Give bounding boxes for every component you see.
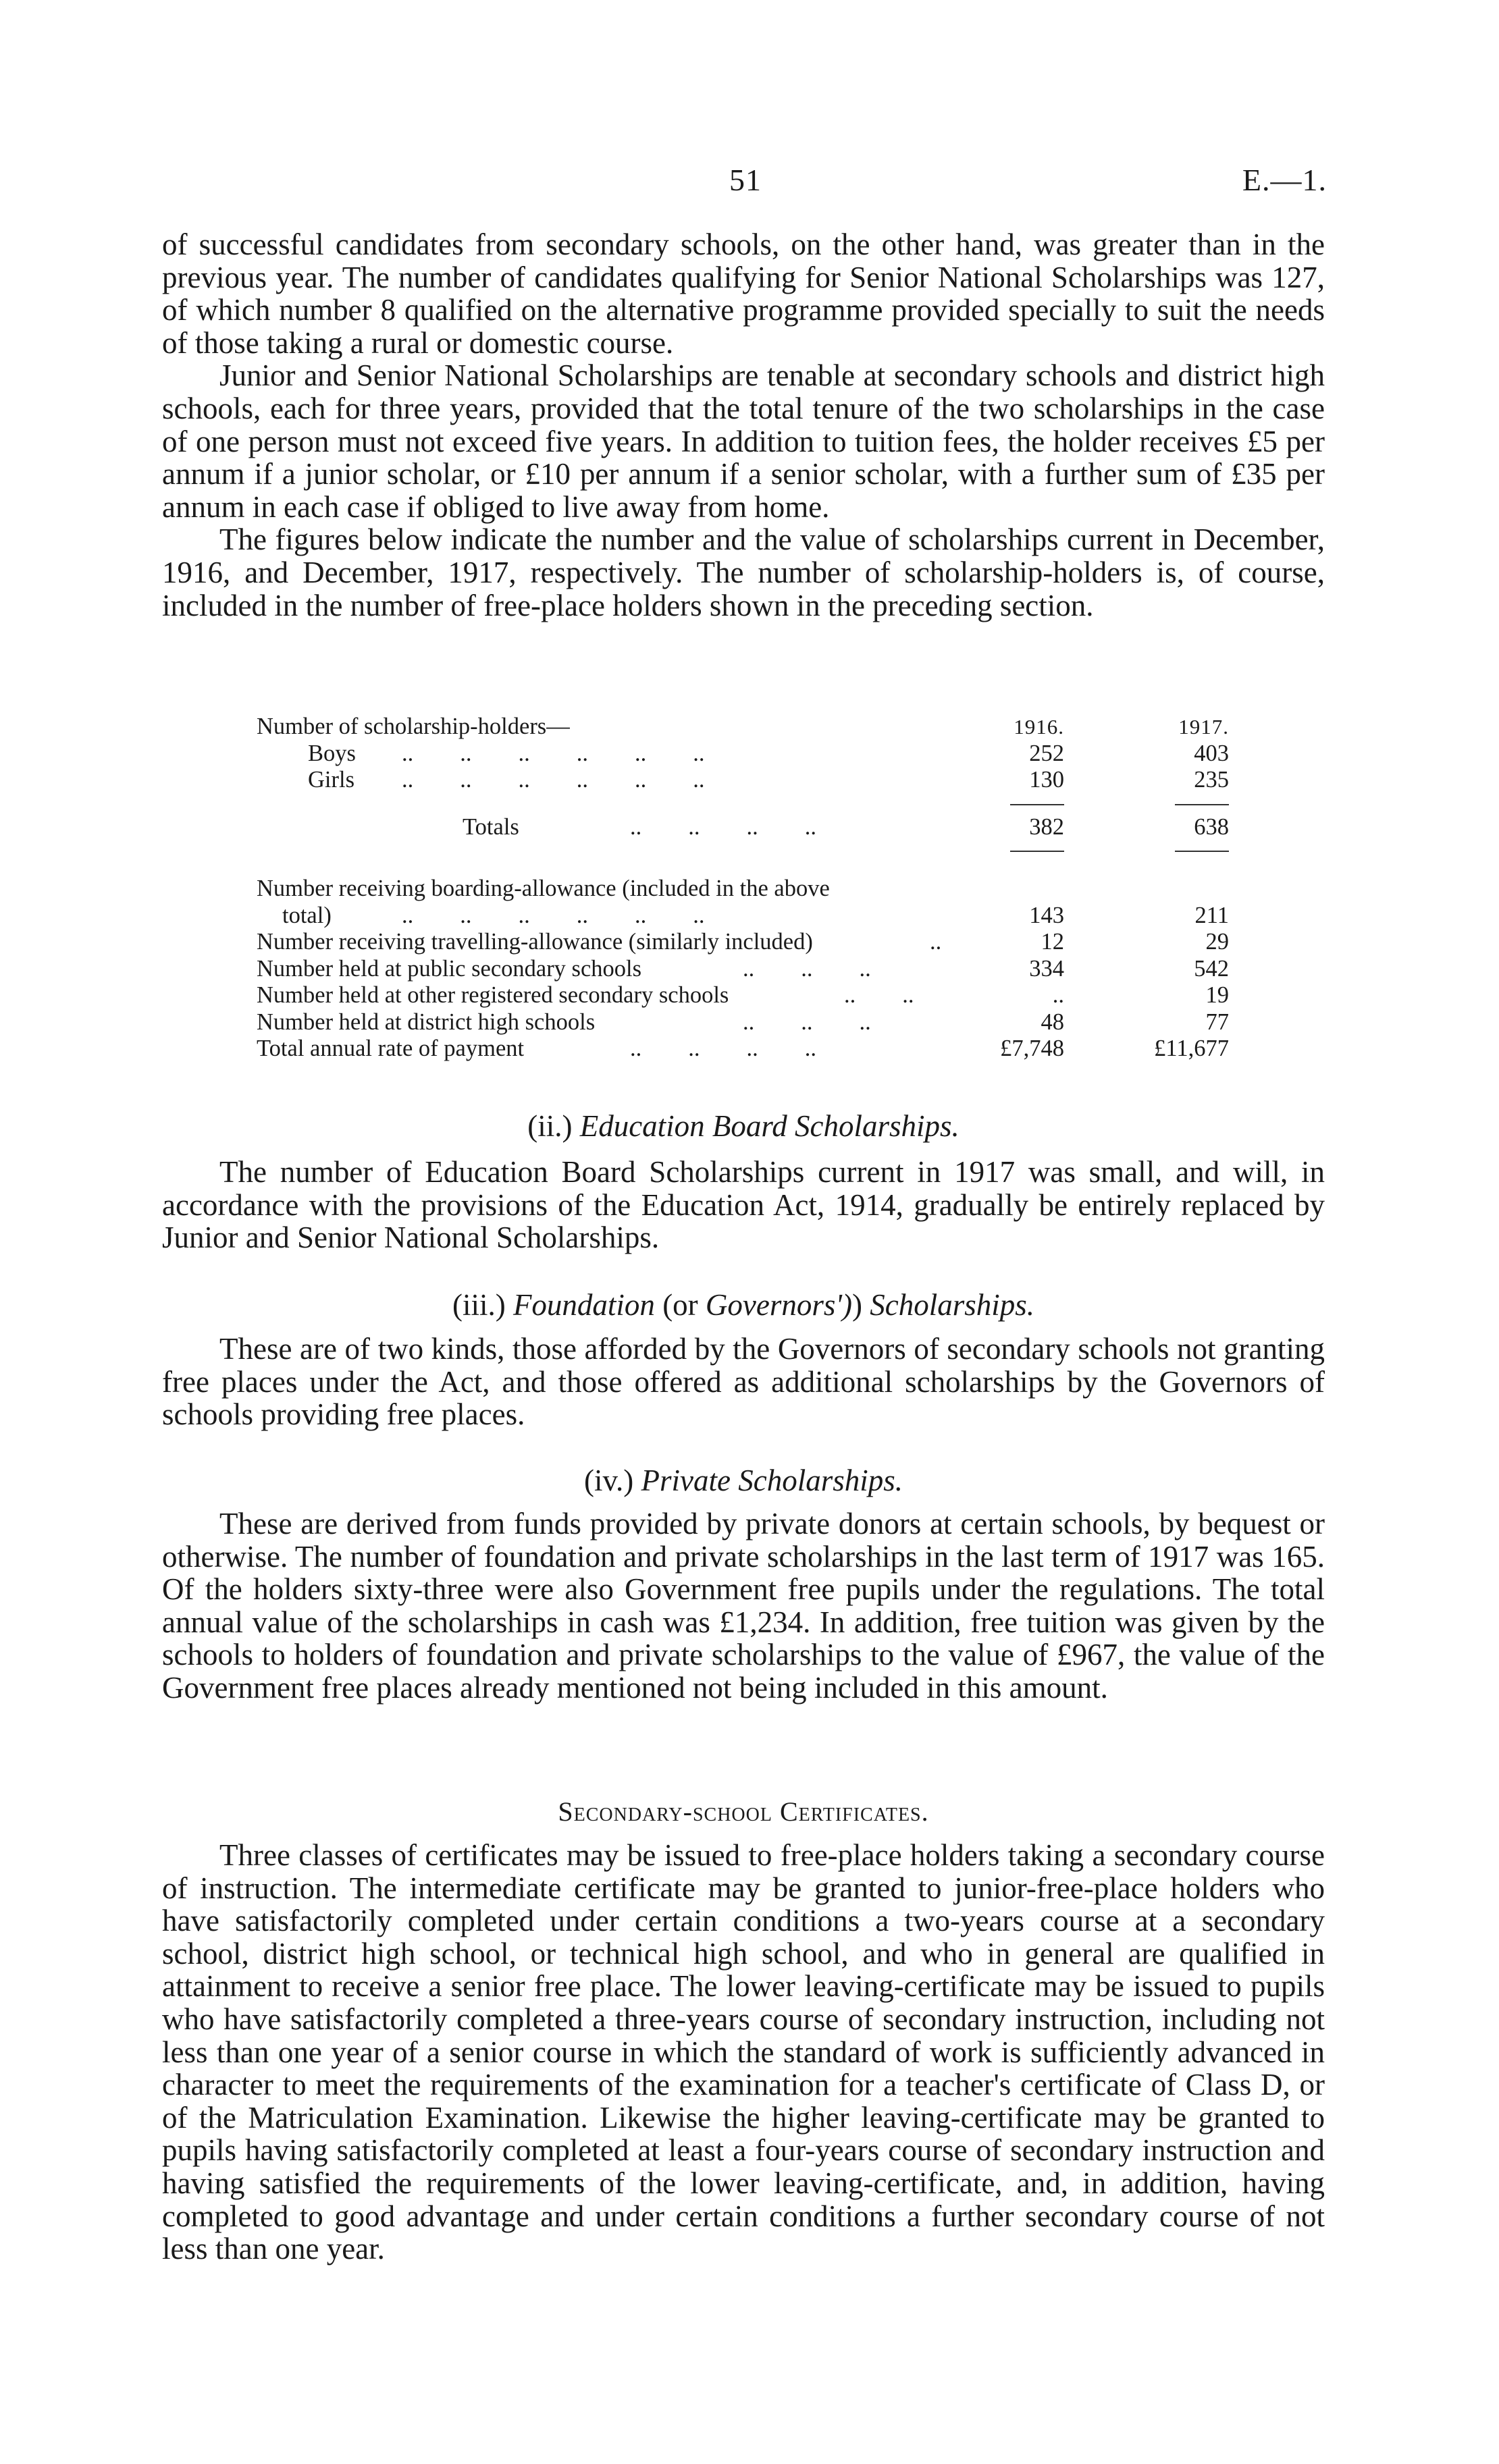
row-label-boarding-line2: total) [282, 902, 332, 928]
intro-paragraph-3: The figures below indicate the number and the value of scholarships current in December, 1916, and December, 1917, respectively. The number of scholarship-holders is, of course, included in the number of free-place holders shown in the preceding section. [162, 523, 1325, 622]
rule-row [257, 840, 1229, 876]
table-heading: Number of scholarship-holders— [257, 714, 570, 739]
other-1916: .. [1052, 982, 1064, 1008]
section-iii-title-c: Governors') [705, 1288, 853, 1322]
row-label-payment: Total annual rate of payment [257, 1036, 525, 1061]
boys-1916: 252 [1029, 740, 1064, 766]
table-row [257, 1009, 1229, 1036]
girls-1917: 235 [1194, 767, 1229, 793]
travelling-1917: 29 [1205, 929, 1229, 955]
rule-row [257, 794, 1229, 814]
boarding-1917: 211 [1194, 902, 1229, 928]
table-row [257, 903, 1229, 930]
row-label-public: Number held at public secondary schools [257, 955, 642, 982]
table-header-row [257, 714, 1229, 741]
row-label-other: Number held at other registered secondary schools [257, 982, 729, 1008]
section-ii-title: Education Board Scholarships. [579, 1109, 959, 1143]
certificates-section [162, 1839, 1325, 2266]
leader-dots: .. .. .. .. [630, 813, 816, 840]
section-iii-heading [162, 1287, 1325, 1322]
leader-dots: .. .. .. [743, 1009, 871, 1035]
page-number: 51 [729, 163, 762, 197]
table-row [257, 876, 1229, 903]
table-row [257, 814, 1229, 841]
section-iii-title-d: Scholarships. [870, 1288, 1035, 1322]
payment-1917: £11,677 [1154, 1036, 1229, 1061]
section-iv-paragraph: These are derived from funds provided by private donors at certain schools, by bequest or otherwise. The number of foundation and private scholarships in the last term of 1917 was 165. Of the holders sixty-three were also Government free pupils under the regulations. The total annual value of the scholarships in cash was £1,234. In addition, free tuition was given by the schools to holders of foundation and private scholarships to the value of £967, the value of the Government free places already mentioned not being included in this amount. [162, 1507, 1325, 1705]
scholarship-table [257, 714, 1229, 1063]
certificates-paragraph: Three classes of certificates may be issued to free-place holders taking a secondary course of instruction. The intermediate certificate may be granted to junior-free-place holders who have satisfactorily completed under certain conditions a two-years course at a secondary school, district high school, or technical high school, and who in general are qualified in attainment to receive a senior free place. The lower leaving-certificate may be issued to pupils who have satisfactorily completed a three-years course of secondary instruction, including not less than one year of a senior course in which the standard of work is sufficiently advanced in character to meet the requirements of the examination for a teacher's certificate of Class D, or of the Matriculation Examination. Likewise the higher leaving-certificate may be granted to pupils having satisfactorily completed at least a four-years course of secondary instruction and having satisfied the requirements of the lower leaving-certificate, and, in addition, having completed to good advantage and under certain conditions a further secondary course of not less than one year. [162, 1838, 1325, 2266]
section-ii-number: (ii.) [527, 1109, 573, 1143]
row-label-boarding-line1: Number receiving boarding-allowance (included in the above [257, 876, 830, 901]
section-ii-paragraph: The number of Education Board Scholarships current in 1917 was small, and will, in accordance with the provisions of the Education Act, 1914, gradually be entirely replaced by Junior and Senior National Scholarships. [162, 1155, 1325, 1255]
section-iii-title-b: (or [662, 1288, 698, 1322]
intro-paragraph-2: Junior and Senior National Scholarships are tenable at secondary schools and district high schools, each for three years, provided that the total tenure of the two scholarships in the case of one person must not exceed five years. In addition to tuition fees, the holder receives £5 per annum if a junior scholar, or £10 per annum if a senior scholar, with a further sum of £35 per annum in each case if obliged to live away from home. [162, 358, 1325, 524]
district-1917: 77 [1205, 1009, 1229, 1035]
section-iv-number: (iv.) [583, 1464, 634, 1497]
total-rule [1010, 851, 1064, 852]
section-iv [162, 1507, 1325, 1705]
table-row [257, 741, 1229, 768]
totals-1917: 638 [1194, 813, 1229, 840]
totals-1916: 382 [1029, 813, 1064, 840]
public-1917: 542 [1194, 955, 1229, 982]
leader-dots: .. .. .. .. .. .. [402, 767, 705, 793]
intro-section [162, 228, 1325, 622]
row-label-district: Number held at district high schools [257, 1009, 596, 1035]
row-label-boys: Boys [308, 740, 356, 766]
sum-rule [1010, 804, 1064, 805]
district-1916: 48 [1041, 1009, 1064, 1035]
boys-1917: 403 [1194, 740, 1229, 766]
row-label-travelling: Number receiving travelling-allowance (similarly included) [257, 929, 813, 955]
section-iii-title-a: Foundation [512, 1288, 655, 1322]
section-iv-title: Private Scholarships. [641, 1464, 903, 1497]
other-1917: 19 [1205, 982, 1229, 1008]
table-row [257, 956, 1229, 983]
section-iv-heading [162, 1463, 1325, 1498]
column-header-1917: 1917. [1178, 715, 1229, 739]
page-reference: E.—1. [1242, 163, 1327, 197]
travelling-1916: 12 [1041, 929, 1064, 955]
section-iii-number: (iii.) [452, 1288, 506, 1322]
boarding-1916: 143 [1029, 902, 1064, 928]
section-iii [162, 1333, 1325, 1431]
payment-1916: £7,748 [1000, 1036, 1064, 1061]
public-1916: 334 [1029, 955, 1064, 982]
leader-dots: .. [930, 929, 942, 955]
section-iii-title-paren: ) [852, 1288, 863, 1322]
table-row [257, 767, 1229, 794]
table-row [257, 929, 1229, 956]
sum-rule [1175, 804, 1229, 805]
section-ii [162, 1156, 1325, 1254]
column-header-1916: 1916. [1014, 715, 1064, 739]
table-row [257, 1036, 1229, 1063]
section-iii-paragraph: These are of two kinds, those afforded by the Governors of secondary schools not granting free places under the Act, and those offered as additional scholarships by the Governors of schools providing free places. [162, 1332, 1325, 1432]
table-row [257, 982, 1229, 1009]
intro-paragraph-1: of successful candidates from secondary schools, on the other hand, was greater than in the previous year. The number of candidates qualifying for Senior National Scholarships was 127, of which number 8 qualified on the alternative programme provided specially to suit the needs of those taking a rural or domestic course. [162, 227, 1325, 360]
row-label-girls: Girls [308, 767, 354, 793]
leader-dots: .. .. [844, 982, 914, 1008]
leader-dots: .. .. .. .. .. .. [402, 902, 705, 928]
row-label-totals: Totals [463, 813, 519, 840]
certificates-heading: Secondary-school Certificates. [558, 1796, 929, 1827]
total-rule [1175, 851, 1229, 852]
girls-1916: 130 [1029, 767, 1064, 793]
leader-dots: .. .. .. .. [630, 1036, 816, 1061]
leader-dots: .. .. .. [743, 955, 871, 982]
section-ii-heading [162, 1108, 1325, 1144]
leader-dots: .. .. .. .. .. .. [402, 740, 705, 766]
